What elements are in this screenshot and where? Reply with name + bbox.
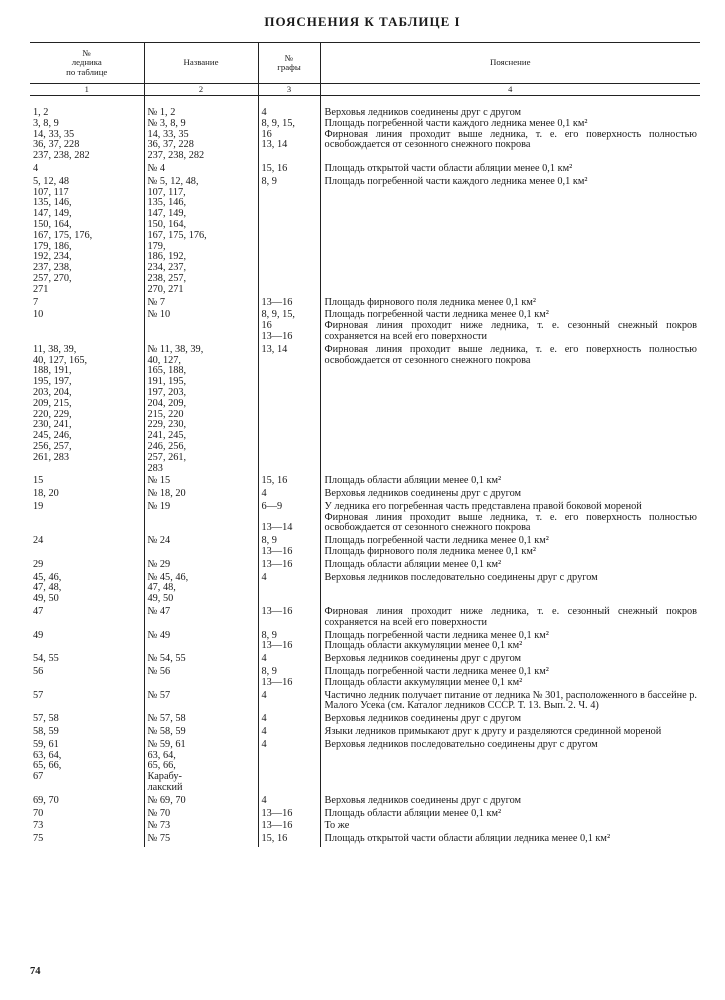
column-number-cell: 13—16 bbox=[258, 560, 320, 573]
explanation-cell: Площадь фирнового поля ледника менее 0,1 км² bbox=[320, 298, 700, 311]
explanation-cell: Верховья ледников последовательно соединены друг с другом bbox=[320, 740, 700, 796]
header-name: Название bbox=[144, 43, 258, 84]
glacier-name-cell: № 24 bbox=[144, 536, 258, 560]
glacier-name-cell: № 57 bbox=[144, 691, 258, 715]
glacier-name-cell: № 19 bbox=[144, 502, 258, 536]
explanation-cell: Частично ледник получает питание от ледника № 301, расположенного в бассейне р. Малого Усека (см. Каталог ледников СССР. Т. 13. Вып. 2. Ч. 4) bbox=[320, 691, 700, 715]
glacier-number-cell: 10 bbox=[33, 309, 44, 321]
table-row bbox=[30, 164, 700, 177]
explanation-cell: Верховья ледников соединены друг с другом bbox=[320, 654, 700, 667]
explanation-cell: Верховья ледников соединены друг с другом bbox=[320, 714, 700, 727]
glacier-name-cell: № 69, 70 bbox=[144, 796, 258, 809]
glacier-name-cell: № 75 bbox=[144, 834, 258, 847]
explanation-cell: Языки ледников примыкают друг к другу и разделяются срединной мореной bbox=[320, 727, 700, 740]
glacier-name-cell: № 15 bbox=[144, 476, 258, 489]
explanation-cell: Верховья ледников соединены друг с другом Площадь погребенной части каждого ледника менее 0,1 км² Фирновая линия проходит выше ледника, т. е. его поверхность полностью освобождается от сезонного снежного покрова bbox=[320, 108, 700, 164]
column-number-cell: 4 bbox=[258, 796, 320, 809]
explanation-cell: Площадь открытой части области абляции ледника менее 0,1 км² bbox=[320, 834, 700, 847]
explanation-cell: Площадь области абляции менее 0,1 км² bbox=[320, 476, 700, 489]
header-glacier-number: № ледника по таблице bbox=[30, 43, 144, 84]
explanation-cell: Площадь погребенной части каждого ледника менее 0,1 км² bbox=[320, 177, 700, 298]
explanation-cell: Верховья ледников последовательно соединены друг с другом bbox=[320, 573, 700, 607]
column-number-cell: 8, 9, 15, 16 13—16 bbox=[258, 310, 320, 344]
explanation-cell: То же bbox=[320, 821, 700, 834]
explanation-cell: Верховья ледников соединены друг с другом bbox=[320, 796, 700, 809]
explanation-cell: Площадь открытой части области абляции менее 0,1 км² bbox=[320, 164, 700, 177]
column-number-cell: 8, 9 bbox=[258, 177, 320, 298]
column-number-cell: 4 bbox=[258, 740, 320, 796]
glacier-number-cell: 19 bbox=[33, 500, 44, 512]
column-index-3: 3 bbox=[258, 84, 320, 96]
table-row bbox=[30, 177, 700, 298]
column-number-cell: 4 8, 9, 15, 16 13, 14 bbox=[258, 108, 320, 164]
table-row bbox=[30, 489, 700, 502]
glacier-name-cell: № 5, 12, 48, 107, 117, 135, 146, 147, 149, 150, 164, 167, 175, 176, 179, 186, 192, 234, 237, 238, 257, 270, 271 bbox=[144, 177, 258, 298]
column-number-cell: 13—16 bbox=[258, 821, 320, 834]
glacier-name-cell: № 58, 59 bbox=[144, 727, 258, 740]
column-index-2: 2 bbox=[144, 84, 258, 96]
column-number-cell: 4 bbox=[258, 727, 320, 740]
glacier-name-cell: № 11, 38, 39, 40, 127, 165, 188, 191, 195, 197, 203, 204, 209, 215, 220 229, 230, 241, 245, 246, 256, 257, 261, 283 bbox=[144, 345, 258, 477]
page-title: ПОЯСНЕНИЯ К ТАБЛИЦЕ I bbox=[264, 14, 461, 29]
column-number-row bbox=[30, 84, 700, 96]
glacier-number-cell: 18, 20 bbox=[33, 488, 59, 500]
explanation-cell: Площадь погребенной части ледника менее 0,1 км² Фирновая линия проходит ниже ледника, т. е. сезонный снежный покров сохраняется на всей его поверхности bbox=[320, 310, 700, 344]
glacier-name-cell: № 59, 61 63, 64, 65, 66, Карабу- лакский bbox=[144, 740, 258, 796]
glacier-name-cell: № 56 bbox=[144, 667, 258, 691]
column-number-cell: 4 bbox=[258, 573, 320, 607]
glacier-number-cell: 45, 46, 47, 48, 49, 50 bbox=[33, 571, 62, 605]
column-number-cell: 15, 16 bbox=[258, 834, 320, 847]
header-explanation: Пояснение bbox=[320, 43, 700, 84]
glacier-number-cell: 11, 38, 39, 40, 127, 165, 188, 191, 195, 197, 203, 204, 209, 215, 220, 229, 230, 241, 245, 246, 256, 257, 261, 283 bbox=[33, 343, 88, 463]
table-row bbox=[30, 345, 700, 477]
glacier-number-cell: 47 bbox=[33, 606, 44, 618]
table-row bbox=[30, 834, 700, 847]
glacier-name-cell: № 10 bbox=[144, 310, 258, 344]
table-row bbox=[30, 573, 700, 607]
table-header-row bbox=[30, 43, 700, 84]
column-number-cell: 13—16 bbox=[258, 809, 320, 822]
column-number-cell: 4 bbox=[258, 691, 320, 715]
glacier-number-cell: 57, 58 bbox=[33, 713, 59, 725]
table-row bbox=[30, 667, 700, 691]
explanation-cell: Фирновая линия проходит ниже ледника, т. е. сезонный снежный покров сохраняется на всей его поверхности bbox=[320, 607, 700, 631]
table-row bbox=[30, 727, 700, 740]
table-row bbox=[30, 536, 700, 560]
glacier-name-cell: № 7 bbox=[144, 298, 258, 311]
table-row bbox=[30, 108, 700, 164]
table-row bbox=[30, 607, 700, 631]
table-row bbox=[30, 502, 700, 536]
glacier-number-cell: 49 bbox=[33, 629, 44, 641]
explanation-cell: Верховья ледников соединены друг с другом bbox=[320, 489, 700, 502]
glacier-name-cell: № 49 bbox=[144, 631, 258, 655]
glacier-number-cell: 73 bbox=[33, 820, 44, 832]
table-body bbox=[30, 108, 700, 847]
table-row bbox=[30, 631, 700, 655]
column-number-cell: 8, 9 13—16 bbox=[258, 667, 320, 691]
column-number-cell: 4 bbox=[258, 489, 320, 502]
table-row bbox=[30, 310, 700, 344]
glacier-name-cell: № 54, 55 bbox=[144, 654, 258, 667]
column-number-cell: 15, 16 bbox=[258, 476, 320, 489]
page-number: 74 bbox=[30, 966, 41, 977]
column-number-cell: 4 bbox=[258, 714, 320, 727]
table-row bbox=[30, 809, 700, 822]
explanation-cell: Фирновая линия проходит выше ледника, т. е. его поверхность полностью освобождается от сезонного снежного покрова bbox=[320, 345, 700, 477]
explanation-cell: Площадь погребенной части ледника менее 0,1 км² Площадь фирнового поля ледника менее 0,1 км² bbox=[320, 536, 700, 560]
glacier-name-cell: № 4 bbox=[144, 164, 258, 177]
header-column-number: № графы bbox=[258, 43, 320, 84]
explanation-cell: Площадь погребенной части ледника менее 0,1 км² Площадь области аккумуляции менее 0,1 км² bbox=[320, 667, 700, 691]
column-number-cell: 6—9 13—14 bbox=[258, 502, 320, 536]
glacier-name-cell: № 1, 2 № 3, 8, 9 14, 33, 35 36, 37, 228 237, 238, 282 bbox=[144, 108, 258, 164]
glacier-name-cell: № 18, 20 bbox=[144, 489, 258, 502]
column-number-cell: 4 bbox=[258, 654, 320, 667]
glacier-number-cell: 56 bbox=[33, 666, 44, 678]
glacier-number-cell: 69, 70 bbox=[33, 794, 59, 806]
explanation-cell: Площадь погребенной части ледника менее 0,1 км² Площадь области аккумуляции менее 0,1 км² bbox=[320, 631, 700, 655]
glacier-number-cell: 58, 59 bbox=[33, 726, 59, 738]
glacier-number-cell: 7 bbox=[33, 296, 39, 308]
column-number-cell: 13—16 bbox=[258, 607, 320, 631]
glacier-number-cell: 75 bbox=[33, 833, 44, 845]
column-number-cell: 13, 14 bbox=[258, 345, 320, 477]
explanation-cell: Площадь области абляции менее 0,1 км² bbox=[320, 560, 700, 573]
glacier-name-cell: № 57, 58 bbox=[144, 714, 258, 727]
glacier-name-cell: № 70 bbox=[144, 809, 258, 822]
table-row bbox=[30, 691, 700, 715]
column-index-4: 4 bbox=[320, 84, 700, 96]
glacier-name-cell: № 73 bbox=[144, 821, 258, 834]
glacier-number-cell: 5, 12, 48 107, 117 135, 146, 147, 149, 150, 164, 167, 175, 176, 179, 186, 192, 234, 237, 238, 257, 270, 271 bbox=[33, 175, 93, 295]
table-row bbox=[30, 740, 700, 796]
table-row bbox=[30, 796, 700, 809]
glacier-number-cell: 24 bbox=[33, 535, 44, 547]
glacier-name-cell: № 47 bbox=[144, 607, 258, 631]
glacier-number-cell: 54, 55 bbox=[33, 653, 59, 665]
column-index-1: 1 bbox=[30, 84, 144, 96]
glacier-name-cell: № 45, 46, 47, 48, 49, 50 bbox=[144, 573, 258, 607]
table-row bbox=[30, 560, 700, 573]
glacier-number-cell: 4 bbox=[33, 162, 39, 174]
column-number-cell: 13—16 bbox=[258, 298, 320, 311]
glacier-number-cell: 59, 61 63, 64, 65, 66, 67 bbox=[33, 738, 62, 783]
explanations-table bbox=[30, 42, 700, 847]
column-number-cell: 15, 16 bbox=[258, 164, 320, 177]
glacier-number-cell: 57 bbox=[33, 689, 44, 701]
glacier-number-cell: 1, 2 3, 8, 9 14, 33, 35 36, 37, 228 237, 238, 282 bbox=[33, 107, 90, 162]
column-number-cell: 8, 9 13—16 bbox=[258, 536, 320, 560]
column-number-cell: 8, 9 13—16 bbox=[258, 631, 320, 655]
explanation-cell: У ледника его погребенная часть представлена правой боковой мореной Фирновая линия проходит выше ледника, т. е. его поверхность полностью освобождается от сезонного снежного покрова bbox=[320, 502, 700, 536]
explanation-cell: Площадь области абляции менее 0,1 км² bbox=[320, 809, 700, 822]
glacier-number-cell: 29 bbox=[33, 558, 44, 570]
glacier-name-cell: № 29 bbox=[144, 560, 258, 573]
glacier-number-cell: 15 bbox=[33, 475, 44, 487]
glacier-number-cell: 70 bbox=[33, 807, 44, 819]
